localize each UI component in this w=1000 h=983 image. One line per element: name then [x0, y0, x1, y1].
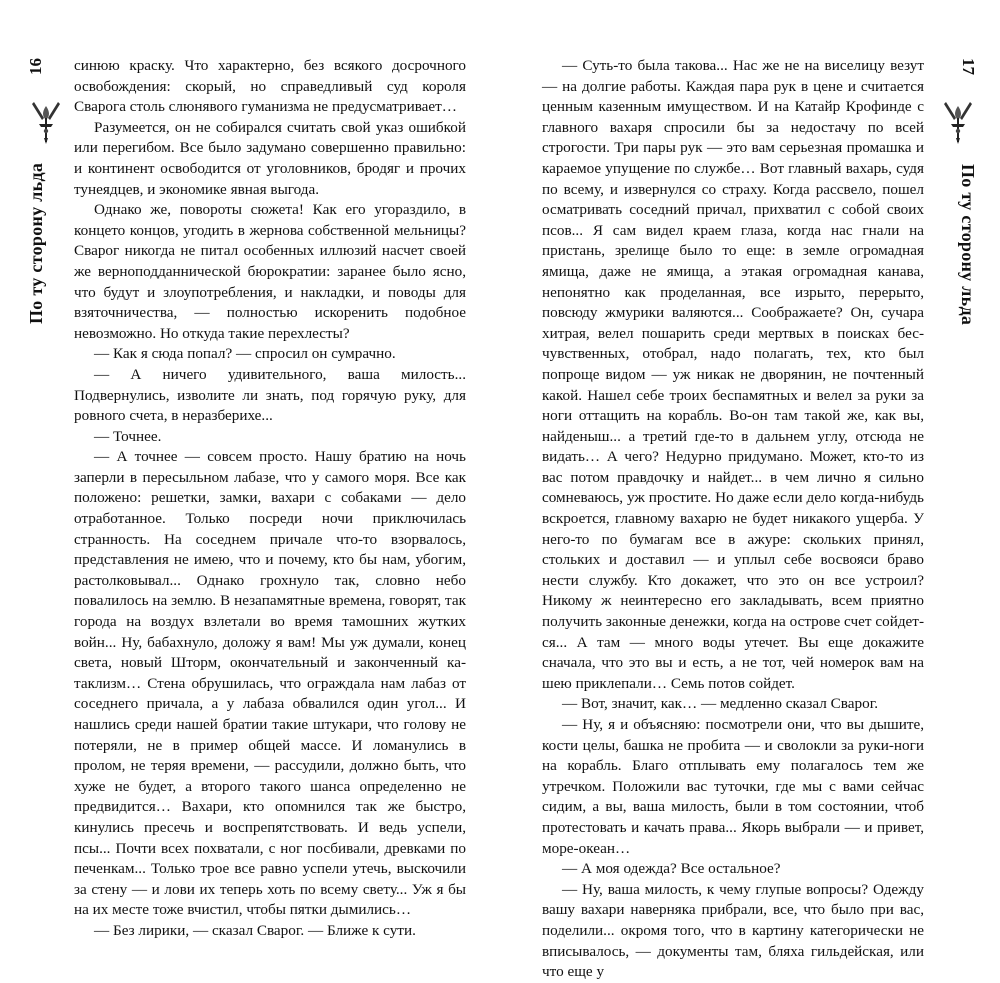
- body-text: [542, 56, 924, 983]
- right-margin: [938, 0, 978, 750]
- paragraph: — Вот, значит, как… — медленно сказал Сварог.: [562, 695, 879, 713]
- paragraph: — Без лирики, — сказал Сварог. — Ближе к сути.: [94, 921, 416, 939]
- paragraph: — А ничего удивительного, ваша милость... Подвернулись, изволите ли знать, под горячую руку, для ровного счета, в неразберихе...: [74, 365, 466, 425]
- paragraph: — Ну, я и объясняю: посмотрели они, что вы дышите, кости целы, башка не пробита — и сволокли за руки-ноги на корабль. Благо отплывать ему полагалось тем же утречком. Положили вас туточки, где мы с вами сейчас сидим, а вы, ваша милость, были в том состоянии, чтоб протестовать и качать права... Якорь выбрали — и привет, море-океан…: [542, 716, 924, 857]
- paragraph: синюю краску. Что характерно, без всякого досрочного освобождения: скорый, но справедливый суд короля Сварога столь слюнявого гуманизма не предусматривает…: [74, 57, 466, 116]
- paragraph: — Суть-то была такова... Нас же не на виселицу везут — на долгие работы. Каждая пара рук в цене и считается ценным казенным имуществом. И на Катайр Крофинде с главного вахаря спросили бы за недостачу по всей строгости. Три пары рук — это вам серьезная промашка и караемое упущение по службе… Вот главный вахарь, судя по всему, и извернулся со страху. Когда рассвело, пошел осматривать соседний причал, прихватил с собой своих псов... Я сам видел краем глаза, когда нас гнали на пристань, зрелище было то еще: в земле огромадная ямища, даже не ямища, а этакая огромадная канава, непонятно как проделанная, все изрыто, перерыто, повсюду жмурики валяются... Соображаете? Он, сучара хитрая, велел пошарить среди мертвых в поисках бесчувственных, отобрал, надо полагать, тех, кто был попроще видом — уж никак не дворянин, не почтенный какой. Нашел себе троих беспамятных и велел за руки за ноги оттащить на корабль. Во-он там такой же, как вы, найденыш... а третий где-то в дальнем углу, отсюда не видать… А чего? Недурно придумано. Может, кто-то из вас потом правдочку и найдет... в чем лично я сильно сомневаюсь, уж простите. Но даже если дело когда-нибудь вскроется, главному вахарю не будет никакого ущерба. У него-то по бумагам все в ажуре: скольких принял, стольких и доставил — и уплыл себе восвояси браво нести службу. Кто докажет, что это он все устроил? Никому ж неинтересно его закладывать, всем приятно получить законные денежки, когда на острове счет сойдется... А там — много воды утечет. Вы еще докажите сначала, что это вы и есть, а не тот, чей номерок вам на шею приклепали… Семь потов сойдет.: [542, 57, 924, 692]
- page-number: 17: [959, 58, 978, 75]
- paragraph: Разумеется, он не собирался считать свой указ ошибкой или перегибом. Все было задумано совершенно правильно: и континент освободится от уголовников, бродяг и прочих тунеядцев, и экономике явная выгода.: [74, 118, 466, 198]
- paragraph: — А точнее — совсем просто. Нашу братию на ночь заперли в пересыльном лабазе, что у самого моря. Все как положено: решетки, замки, вахари с собаками — дело отработанное. Только посреди ночи приключилась странность. На соседнем причале что-то взорвалось, представления не имею, что и почему, кто бы нам, убогим, растолковывал... Однако грохнуло так, словно небо повалилось на землю. В незапамятные времена, говорят, так города на воздух взлетали во время тамошних жутких войн... Ну, бабахнуло, доложу я вам! Мы уж думали, конец света, новый Шторм, окончательный и законченный катаклизм… Стена обрушилась, что ограждала нам лабаз от соседнего причала, а у лабаза обвалился один угол... И нашлись среди нашей братии такие штукари, что голову не потеряли, не в пример общей массе. И ломанулись в пролом, не теряя времени, — рассудили, должно быть, что хуже не будет, а второго такого шанса определенно не предвидится… Вахари, кто опомнился так же быстро, кинулись пресечь и воспрепятствовать. И ведь успели, псы... Почти всех похватали, с ног посбивали, древками по печенкам... Только трое все равно успели утечь, выскочили за стену — и лови их теперь хоть по всему свету... Уж я бы на их месте тоже вчистил, чтобы пятки дымились…: [74, 448, 466, 919]
- left-margin: [26, 0, 66, 750]
- page-number: 16: [26, 58, 45, 75]
- paragraph: — Точнее.: [94, 427, 162, 445]
- left-page: [0, 0, 500, 939]
- paragraph: Однако же, повороты сюжета! Как его угораздило, в концето концов, угодить в жернова собственной мельницы? Сварог никогда не питал особенных иллюзий насчет своей же верноподданнической бюрократии: заранее было ясно, что будут и злоупотребления, и накладки, и поводы для взяточничества, — полностью искоренить подобное невозможно. Но откуда такие перехлесты?: [74, 201, 466, 342]
- paragraph: — А моя одежда? Все остальное?: [562, 860, 781, 878]
- sword-ornament-icon: [30, 98, 62, 144]
- body-text: [74, 56, 466, 942]
- right-page: [500, 0, 1000, 981]
- running-title: По ту сторону льда: [958, 164, 978, 326]
- running-title: По ту сторону льда: [26, 162, 46, 324]
- sword-ornament-icon: [942, 98, 974, 144]
- paragraph: — Ну, ваша милость, к чему глупые вопросы? Одежду вашу вахари наверняка прибрали, все, что было при вас, поделили... окромя того, что в картину категорически не вписывалось, — документы там, бляха гильдейская, или что еще у: [542, 880, 924, 981]
- paragraph: — Как я сюда попал? — спросил он сумрачно.: [94, 345, 396, 363]
